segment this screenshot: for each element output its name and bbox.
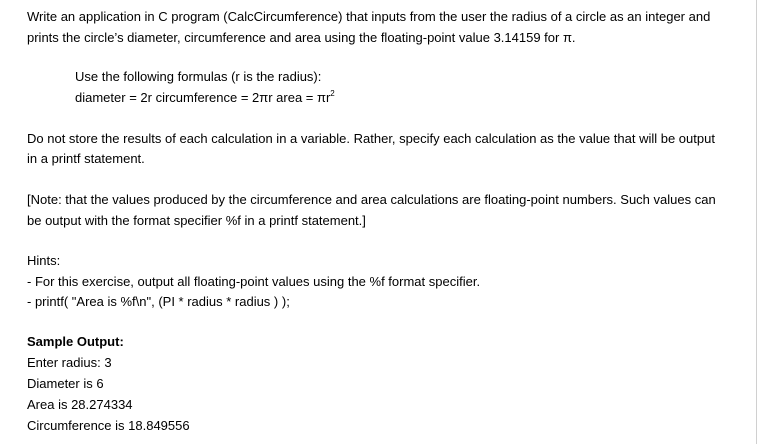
document-page bbox=[27, 0, 757, 444]
note-line-2: be output with the format specifier %f in a printf statement.] bbox=[27, 213, 366, 228]
store-note-line-1: Do not store the results of each calculation in a variable. Rather, specify each calculation as the value that will be output bbox=[27, 131, 715, 146]
hints-title: Hints: bbox=[27, 253, 61, 268]
hint-item-2: - printf( "Area is %f\n", (PI * radius * radius ) ); bbox=[27, 294, 290, 309]
intro-line-1: Write an application in C program (CalcCircumference) that inputs from the user the radius of a circle as an integer and bbox=[27, 9, 711, 24]
store-note-line-2: in a printf statement. bbox=[27, 151, 145, 166]
formulas-text: diameter = 2r circumference = 2πr area = πr bbox=[75, 90, 331, 105]
intro-line-2: prints the circle’s diameter, circumference and area using the floating-point value 3.14159 for π. bbox=[27, 30, 576, 45]
hint-item-1: - For this exercise, output all floating-point values using the %f format specifier. bbox=[27, 274, 481, 289]
note-line-1: [Note: that the values produced by the circumference and area calculations are floating-point numbers. Such values can bbox=[27, 192, 716, 207]
sample-output-line-4: Circumference is 18.849556 bbox=[27, 418, 190, 433]
sample-output-line-2: Diameter is 6 bbox=[27, 376, 104, 391]
sample-output-line-1: Enter radius: 3 bbox=[27, 355, 112, 370]
formulas-line bbox=[75, 90, 335, 106]
formula-superscript: 2 bbox=[330, 89, 335, 98]
sample-output-title: Sample Output: bbox=[27, 334, 124, 349]
formulas-heading: Use the following formulas (r is the radius): bbox=[75, 69, 322, 84]
sample-output-line-3: Area is 28.274334 bbox=[27, 397, 133, 412]
